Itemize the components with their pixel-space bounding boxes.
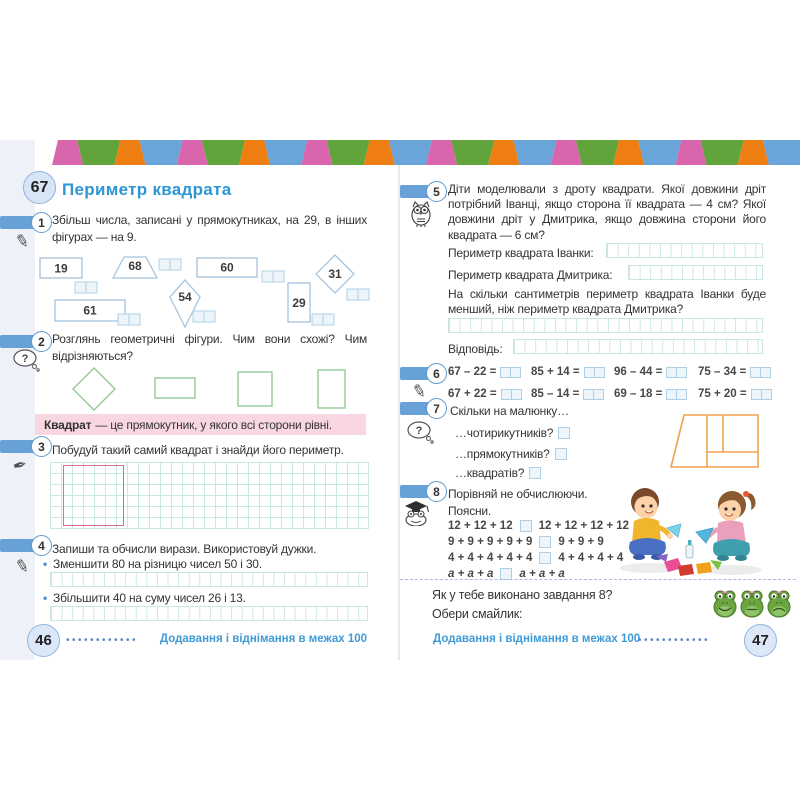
task5-number-label: 5 (433, 184, 440, 199)
answer-grid[interactable] (50, 606, 368, 621)
task7-number-label: 7 (433, 401, 440, 416)
answer-box[interactable] (583, 389, 604, 400)
task7-item: …прямокутників? (455, 447, 550, 461)
pencil-icon: ✎ (13, 555, 32, 578)
task7-number (426, 398, 447, 419)
svg-text:?: ? (415, 425, 423, 437)
expression-right: 4 + 4 + 4 + 4 (558, 552, 624, 564)
lesson-number: 67 (30, 178, 49, 196)
section-divider (400, 579, 796, 580)
page-number-right-label: 47 (752, 632, 769, 649)
shape-rectangle-portrait (318, 370, 345, 408)
answer-box[interactable] (539, 552, 551, 564)
footer-topic-right: Додавання і віднімання в межах 100 (433, 633, 641, 645)
bullet-icon: • (43, 557, 48, 571)
shape-value: 19 (54, 261, 68, 276)
page-spine (398, 140, 400, 660)
owl-icon (409, 199, 433, 227)
pencil-icon: ✎ (13, 230, 32, 253)
answer-box[interactable] (558, 427, 570, 439)
equation: 69 – 18 = (614, 388, 663, 400)
reflection-line2: Обери смайлик: (432, 607, 523, 621)
task7-intro: Скільки на малюнку… (450, 404, 569, 418)
smiley-frogs (712, 588, 792, 619)
frog-smiley-neutral[interactable] (741, 591, 763, 618)
answer-box[interactable] (555, 448, 567, 460)
task5-label-dmytryk: Периметр квадрата Дмитрика: (448, 268, 613, 282)
equation: 67 + 22 = (448, 388, 497, 400)
footer-topic-left: Додавання і віднімання в межах 100 (159, 633, 367, 645)
task1-number-label: 1 (38, 215, 45, 230)
shape-value: 31 (328, 267, 342, 281)
svg-text:?: ? (21, 353, 29, 365)
shape-value: 54 (178, 290, 192, 304)
answer-box[interactable] (529, 467, 541, 479)
task4-bullet-2-text: Збільшити 40 на суму чисел 26 і 13. (53, 591, 246, 605)
page-number-right (744, 624, 777, 657)
task4-bullet-1-text: Зменшити 80 на різницю чисел 50 і 30. (53, 557, 262, 571)
expression-left: 4 + 4 + 4 + 4 + 4 (448, 552, 533, 564)
definition-box (35, 414, 366, 435)
footer-dots-left: •••••••••••• (66, 635, 139, 646)
answer-box[interactable] (500, 367, 521, 378)
lesson-number-badge (23, 171, 56, 204)
task6-number-label: 6 (433, 366, 440, 381)
pen-icon: ✒ (10, 454, 30, 477)
task3-number-label: 3 (38, 439, 45, 454)
task8-line1: Порівняй не обчислюючи. (448, 487, 588, 501)
equation: 85 – 14 = (531, 388, 580, 400)
task1-text: Збільш числа, записані у прямокутниках, на 29, в інших фігурах — на 9. (52, 213, 367, 244)
answer-box[interactable] (666, 389, 687, 400)
expression-left: 9 + 9 + 9 + 9 + 9 (448, 536, 533, 548)
task1-number (31, 212, 52, 233)
equation: 96 – 44 = (614, 366, 663, 378)
task5-question: На скільки сантиметрів периметр квадрата Іванки буде менший, ніж периметр квадрата Дмитрика? (448, 287, 766, 317)
equation: 67 – 22 = (448, 366, 497, 378)
task4-number-label: 4 (38, 538, 45, 553)
task4-text: Запиши та обчисли вирази. Використовуй дужки. (52, 542, 317, 556)
answer-grid[interactable] (513, 339, 763, 354)
shape-value: 29 (292, 296, 306, 310)
pink-square (63, 465, 124, 526)
answer-box[interactable] (501, 389, 522, 400)
task8-line2: Поясни. (448, 504, 492, 518)
answer-grid[interactable] (628, 265, 763, 280)
page-number-left-label: 46 (35, 632, 52, 649)
shape-rectangle-landscape (155, 378, 195, 398)
task1-shapes (36, 250, 376, 332)
answer-box[interactable] (520, 520, 532, 532)
task4-bullet-2 (43, 591, 246, 605)
task7-figure (664, 408, 764, 472)
expression-left: 12 + 12 + 12 (448, 520, 513, 532)
answer-box[interactable] (750, 367, 771, 378)
frog-smiley-sad[interactable] (768, 591, 790, 618)
think-icon (407, 421, 434, 444)
shape-value: 68 (128, 259, 142, 273)
expression-left: a + a + a (448, 568, 494, 580)
answer-grid[interactable] (448, 318, 763, 333)
expression-right: a + a + a (519, 568, 565, 580)
definition-term: Квадрат (44, 417, 92, 432)
task2-number-label: 2 (38, 334, 45, 349)
shape-rotated-square (73, 368, 115, 410)
answer-box[interactable] (666, 367, 687, 378)
equation: 85 + 14 = (531, 366, 580, 378)
answer-grid[interactable] (606, 243, 763, 258)
page-title: Периметр квадрата (62, 180, 232, 199)
answer-box[interactable] (751, 389, 772, 400)
expression-right: 9 + 9 + 9 (558, 536, 604, 548)
equation: 75 + 20 = (698, 388, 747, 400)
task6-number (426, 363, 447, 384)
answer-box[interactable] (539, 536, 551, 548)
task3-text: Побудуй такий самий квадрат і знайди його периметр. (52, 443, 344, 457)
definition-text: — це прямокутник, у якого всі сторони рівні. (95, 417, 332, 432)
task2-shapes (36, 362, 376, 414)
pencil-icon: ✎ (410, 380, 429, 403)
task7-item: …чотирикутників? (455, 426, 554, 440)
task2-text: Розглянь геометричні фігури. Чим вони схожі? Чим відрізняються? (52, 332, 367, 363)
task7-item: …квадратів? (455, 466, 525, 480)
task5-label-ivanka: Периметр квадрата Іванки: (448, 246, 594, 260)
shape-square (238, 372, 272, 406)
bullet-icon: • (43, 591, 48, 605)
answer-grid[interactable] (50, 572, 368, 587)
task8-number-label: 8 (433, 484, 440, 499)
reflection-line1: Як у тебе виконано завдання 8? (432, 588, 613, 602)
footer-dots-right: •••••••••••• (638, 635, 711, 646)
graduate-frog-icon (401, 499, 431, 526)
page-number-left (27, 624, 60, 657)
task4-bullet-1 (43, 557, 262, 571)
shape-value: 60 (220, 260, 234, 275)
task4-number (31, 535, 52, 556)
children-illustration (612, 484, 772, 579)
decorative-band (52, 140, 800, 165)
task3-number (31, 436, 52, 457)
answer-box[interactable] (584, 367, 605, 378)
task5-text: Діти моделювали з дроту квадрати. Якої довжини дріт потрібний Іванці, якщо сторона її квадрата — 4 см? Якої довжини дріт у Дмитрика, якщо довжина сторони його квадрата — 6 см? (448, 182, 766, 242)
frog-smiley-happy[interactable] (714, 591, 736, 618)
equation: 75 – 34 = (698, 366, 747, 378)
expression-right: 12 + 12 + 12 + 12 (538, 520, 630, 532)
task5-answer-label: Відповідь: (448, 342, 503, 356)
shape-value: 61 (83, 303, 97, 318)
